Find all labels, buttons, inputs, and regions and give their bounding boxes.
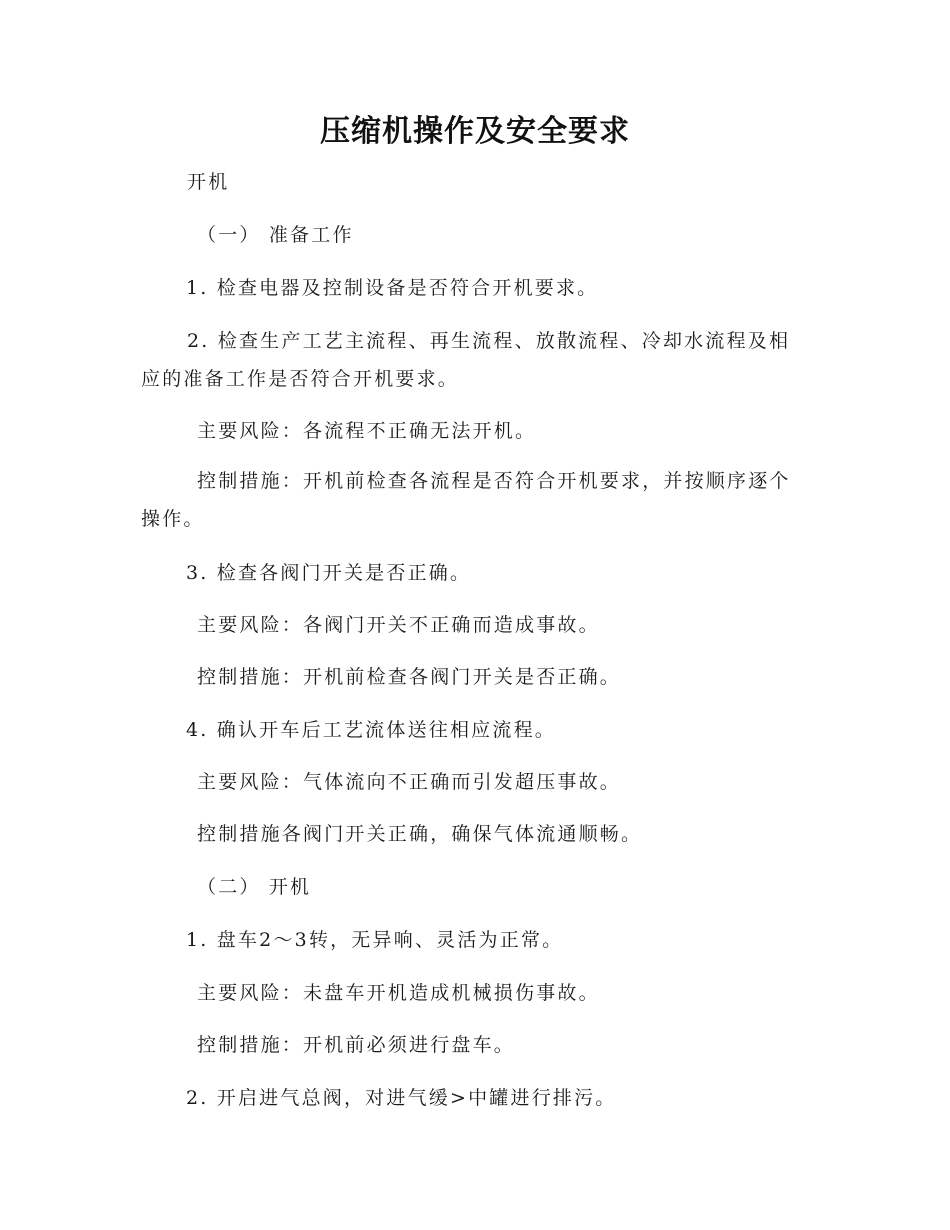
paragraph-control-2: 控制措施：开机前检查各阀门开关是否正确。 (197, 666, 622, 688)
subsection-heading-startup: （二） 开机 (197, 876, 312, 898)
document-title: 压缩机操作及安全要求 (320, 114, 630, 149)
paragraph-risk-2: 主要风险：各阀门开关不正确而造成事故。 (197, 614, 600, 636)
paragraph-control-4: 控制措施：开机前必须进行盘车。 (197, 1034, 516, 1056)
paragraph-risk-1: 主要风险：各流程不正确无法开机。 (197, 420, 537, 442)
paragraph-control-1: 控制措施：开机前检查各流程是否符合开机要求，并按顺序逐个操作。 (141, 470, 791, 530)
paragraph-step-3: 3. 检查各阀门开关是否正确。 (186, 562, 472, 584)
paragraph-risk-4: 主要风险：未盘车开机造成机械损伤事故。 (197, 982, 600, 1004)
paragraph-startup-step-2: 2. 开启进气总阀，对进气缓>中罐进行排污。 (186, 1087, 617, 1109)
paragraph-step-1: 1. 检查电器及控制设备是否符合开机要求。 (186, 277, 599, 299)
paragraph-control-3: 控制措施各阀门开关正确，确保气体流通顺畅。 (197, 823, 643, 845)
paragraph-startup-step-1: 1. 盘车2～3转，无异响、灵活为正常。 (186, 929, 564, 951)
paragraph-step-4: 4. 确认开车后工艺流体送往相应流程。 (186, 719, 556, 741)
section-heading-startup: 开机 (187, 171, 230, 193)
paragraph-risk-3: 主要风险：气体流向不正确而引发超压事故。 (197, 771, 622, 793)
subsection-heading-preparation: （一） 准备工作 (197, 224, 354, 246)
paragraph-step-2: 2. 检查生产工艺主流程、再生流程、放散流程、冷却水流程及相应的准备工作是否符合开机要求。 (141, 330, 791, 390)
